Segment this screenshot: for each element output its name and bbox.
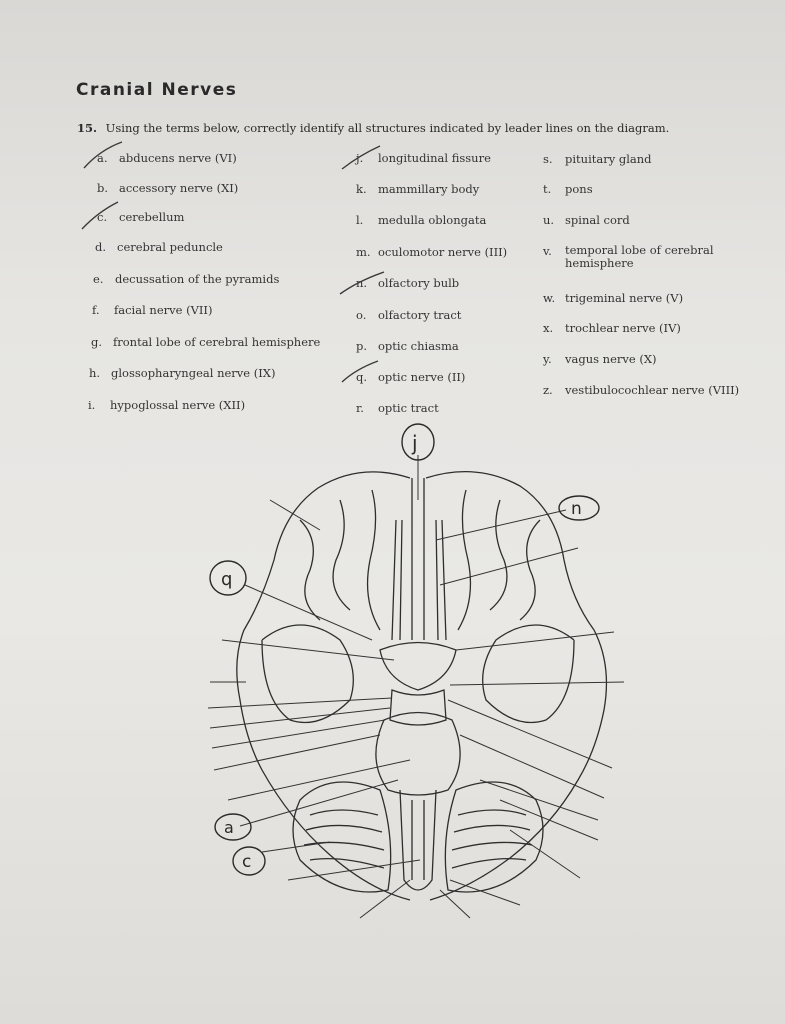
question-number: 15.: [77, 121, 98, 135]
page-title: Cranial Nerves: [76, 80, 238, 100]
term-k: k. mammillary body: [356, 182, 480, 196]
term-p: p. optic chiasma: [356, 339, 459, 353]
term-d: d. cerebral peduncle: [95, 240, 223, 254]
cerebellum-left: [293, 782, 391, 892]
longitudinal-fissure: [412, 478, 424, 640]
term-n: n. olfactory bulb: [356, 276, 460, 290]
term-m: m. oculomotor nerve (III): [356, 245, 508, 259]
term-o: o. olfactory tract: [356, 308, 462, 322]
term-z: z. vestibulocochlear nerve (VIII): [543, 383, 740, 397]
term-f: f. facial nerve (VII): [92, 303, 213, 317]
answer-lower-left-1: a: [224, 818, 234, 837]
term-b: b. accessory nerve (XI): [97, 181, 239, 195]
term-g: g. frontal lobe of cerebral hemisphere: [91, 335, 321, 349]
medulla-shape: [400, 790, 436, 890]
term-c: c. cerebellum: [97, 210, 185, 224]
strike-a: [84, 142, 122, 168]
question-text: Using the terms below, correctly identify all structures indicated by leader lines on the diagram.: [105, 121, 670, 135]
answer-upper-right: n: [571, 499, 582, 519]
term-a: a. abducens nerve (VI): [97, 151, 237, 165]
answer-top: j: [412, 431, 418, 455]
term-x: x. trochlear nerve (IV): [543, 321, 681, 335]
term-h: h. glossopharyngeal nerve (IX): [89, 366, 276, 380]
term-s: s. pituitary gland: [543, 152, 652, 166]
strike-q: [342, 361, 378, 382]
term-r: r. optic tract: [356, 401, 439, 415]
cerebellum-right: [445, 782, 543, 892]
strike-j: [342, 146, 380, 169]
strike-n: [340, 272, 384, 294]
term-l: l. medulla oblongata: [356, 213, 487, 227]
term-q: q. optic nerve (II): [356, 370, 466, 384]
strike-c: [82, 202, 118, 229]
brain-drawing: [237, 472, 607, 900]
term-w: w. trigeminal nerve (V): [543, 291, 684, 305]
handwritten-answers: [210, 424, 599, 875]
answer-lower-left-2: c: [242, 852, 252, 872]
answer-circle-top: [402, 424, 434, 460]
term-t: t. pons: [543, 182, 593, 196]
leader-lines: [208, 455, 624, 918]
left-hemisphere-outline: [237, 472, 410, 900]
term-j: j. longitudinal fissure: [356, 151, 491, 165]
term-e: e. decussation of the pyramids: [93, 272, 280, 286]
answer-left: q: [221, 569, 233, 590]
term-u: u. spinal cord: [543, 213, 630, 227]
term-y: y. vagus nerve (X): [543, 352, 657, 366]
term-i: i. hypoglossal nerve (XII): [88, 398, 246, 412]
term-v: v. temporal lobe of cerebral hemisphere: [543, 243, 714, 270]
answer-strikes: [82, 142, 384, 382]
